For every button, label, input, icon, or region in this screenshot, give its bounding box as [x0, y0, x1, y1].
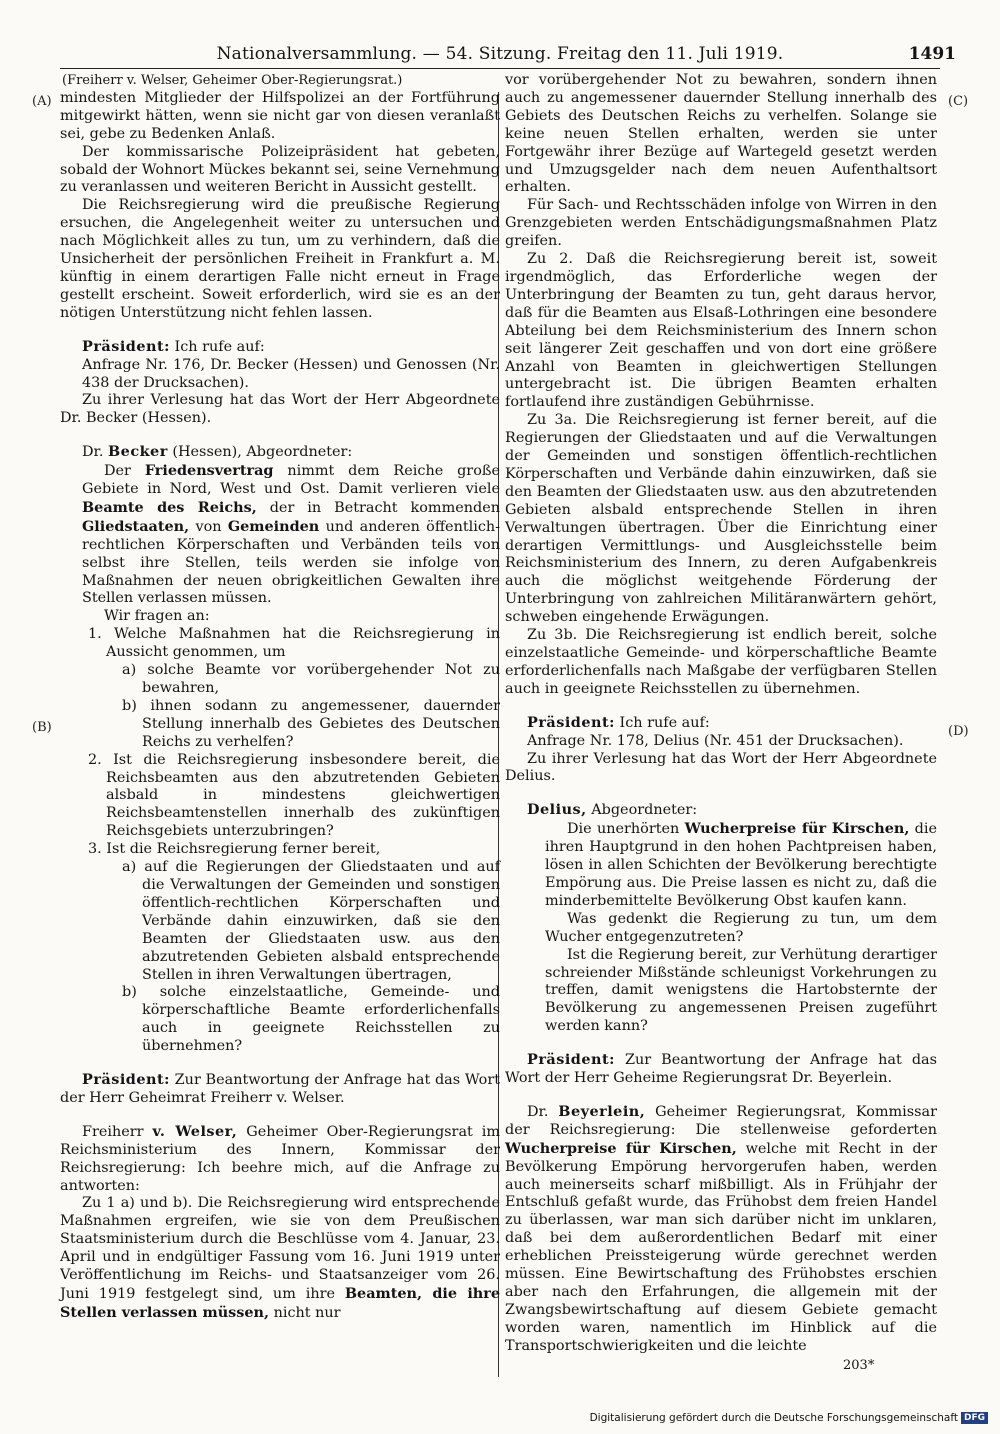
paragraph — [60, 462, 500, 608]
left-column — [60, 72, 500, 1323]
speech-text: Geheimer Ober-Regierungsrat im Reichsministerium des Innern, Kommissar der Reichsregierung: Ich beehre mich, auf die Anfrage zu antworten: — [60, 1123, 501, 1194]
text: die ihren Hauptgrund in den hohen Pachtpreisen haben, lösen in allen Schichten der Bevölkerung berechtigte Empörung aus. Die Preise lassen es nicht zu, daß die minderbemittelte Bevölkerung Obst kaufen kann. — [545, 821, 938, 909]
speaker-name: Delius, — [527, 801, 587, 819]
emphasis: Gemeinden — [227, 517, 320, 535]
speech-text: Geheimer Regierungsrat, Kommissar der Reichsregierung: Die stellenweise geforderten — [505, 1103, 937, 1138]
question-subitem: a) auf die Regierungen der Gliedstaaten und auf die Verwaltungen der Gemeinden und sonstigen öffentlich-rechtlichen Körperschaften und Verbände dahin einzuwirken, daß sie den Beamten der Gliedstaaten usw. aus den abzutretenden Gebieten alsbald entsprechende Stellen in ihren Verwaltungen übertragen, — [122, 859, 500, 983]
margin-marker-b: (B) — [32, 720, 52, 735]
speaker-name: Becker — [108, 443, 168, 461]
speaker-name: Präsident: — [82, 1071, 170, 1089]
digitization-credit — [590, 1412, 988, 1424]
speaker-name: Beyerlein, — [558, 1102, 646, 1120]
speech-text: Zur Beantwortung der Anfrage hat das Wort der Herr Geheimrat Freiherr v. Welser. — [60, 1072, 501, 1106]
page-number: 1491 — [908, 44, 956, 64]
question-item: 3. Ist die Reichsregierung ferner bereit, — [88, 841, 381, 858]
speech-text: welche mit Recht in der Bevölkerung Empörung hervorgerufen haben, werden auch meinerseits scharf mißbilligt. Als in Frühjahr der Entschluß gefaßt wurde, das Frühobst dem freien Handel zu überlassen, war man sich darüber nicht im unklaren, daß bei dem außerordentlichen Bedarf mit einer erheblichen Preissteigerung würde gerechnet werden müssen. Eine Bewirtschaftung des Frühobstes erschien aber nach den Erfahrungen, die allgemein mit der Zwangsbewirtschaftung auf diesem Gebiete gemacht worden waren, namentlich im Hinblick auf die Transportschwierigkeiten und die leichte — [505, 1140, 938, 1354]
margin-marker-d: (D) — [948, 724, 969, 739]
text: Die unerhörten — [567, 821, 680, 838]
paragraph: Ist die Regierung bereit, zur Verhütung derartiger schreiender Mißstände schleunigst Vorkehrungen zu treffen, damit wenigstens die Hartobsternte der Bevölkerung zu angemessenen Preisen zugeführt werden kann? — [545, 946, 937, 1035]
speaker-name: Präsident: — [527, 1051, 615, 1069]
question-item: 1. Welche Maßnahmen hat die Reichsregierung in Aussicht genommen, um — [88, 626, 500, 661]
margin-marker-a: (A) — [32, 94, 52, 109]
paragraph: Zu 2. Daß die Reichsregierung bereit ist, soweit irgendmöglich, das Erforderliche wegen der Unterbringung der Beamten zu tun, geht daraus hervor, daß für die Beamten aus Elsaß-Lothringen eine besondere Abteilung bei dem Reichsministerium des Innern schon seit längerer Zeit geschaffen und von dort eine größere Anzahl von Beamten in gleichwertigen Stellungen untergebracht ist. Die übrigen Beamten erhalten fortlaufend ihre zuständigen Gebührnisse. — [505, 251, 937, 411]
sheet-signature: 203* — [843, 1358, 875, 1373]
paragraph: Wir fragen an: — [104, 608, 210, 625]
text: nimmt dem Reiche große Gebiete in Nord, West und Ost. Damit verlieren viele — [82, 463, 500, 498]
paragraph: Zu 3b. Die Reichsregierung ist endlich bereit, solche einzelstaatliche Gemeinde- und körperschaftliche Beamte erforderlichenfalls nach Maßgabe der verfügbaren Stellen auch in geeignete Reichsstellen zu übernehmen. — [505, 627, 937, 697]
speech-text: Ich rufe auf: — [174, 338, 265, 355]
title-prefix: Dr. — [527, 1103, 549, 1120]
speaker-name: v. Welser, — [152, 1122, 238, 1140]
paragraph: Zu 3a. Die Reichsregierung ist ferner bereit, auf die Regierungen der Gliedstaaten und auf die Verwaltungen der Gemeinden und sonstigen öffentlich-rechtlichen Körperschaften und Verbände dahin einzuwirken, daß sie den Beamten der Gliedstaaten usw. aus den abzutretenden Gebieten alsbald entsprechende Stellen in ihren Verwaltungen übertragen. Über die Einrichtung einer derartigen Vermittlungs- und Ausgleichsstelle beim Reichsministerium des Innern, zu deren Aufgabenkreis auch die möglichst weitgehende Förderung der Unterbringung von zahlreichen Militäranwärtern gehört, schweben eingehende Erwägungen. — [505, 412, 937, 626]
question-subitem: a) solche Beamte vor vorübergehender Not zu bewahren, — [122, 662, 500, 696]
right-column — [505, 72, 937, 1356]
text: Der — [104, 463, 131, 480]
interpellation-ref: Anfrage Nr. 178, Delius (Nr. 451 der Drucksachen). — [527, 732, 904, 749]
paragraph: Zu ihrer Verlesung hat das Wort der Herr Abgeordnete Dr. Becker (Hessen). — [60, 392, 500, 427]
text: und anderen öffentlich-rechtlichen Körperschaften und Verbänden teils von selbst ihre Stellen, teils werden sie infolge von Maßnahmen der neuen obrigkeitlichen Gewalten ihre Stellen verlassen müssen. — [82, 518, 501, 607]
emphasis: Wucherpreise für Kirschen, — [684, 820, 910, 838]
paragraph — [505, 820, 937, 911]
president-call — [60, 1071, 500, 1108]
emphasis: Beamte des Reichs, — [82, 498, 257, 516]
running-title: Nationalversammlung. — 54. Sitzung. Freitag den 11. Juli 1919. — [216, 44, 784, 64]
emphasis: Beamten, die ihre Stellen verlassen müssen, — [60, 1285, 500, 1321]
speaker-intro — [505, 1103, 937, 1356]
president-call — [60, 338, 500, 357]
title-prefix: Dr. — [82, 444, 104, 461]
credit-text: Digitalisierung gefördert durch die Deutsche Forschungsgemeinschaft — [589, 1412, 958, 1424]
text: von — [195, 518, 222, 535]
margin-marker-c: (C) — [948, 94, 969, 109]
interpellation-ref: Anfrage Nr. 176, Dr. Becker (Hessen) und Genossen (Nr. 438 der Drucksachen). — [82, 356, 500, 391]
speaker-continuation: (Freiherr v. Welser, Geheimer Ober-Regierungsrat.) — [62, 73, 403, 88]
speaker-role: (Hessen), Abgeordneter: — [172, 444, 353, 461]
paragraph: Für Sach- und Rechtsschäden infolge von Wirren in den Grenzgebieten werden Entschädigungsmaßnahmen Platz greifen. — [505, 197, 937, 250]
paragraph: Was gedenkt die Regierung zu tun, um dem Wucher entgegenzutreten? — [545, 910, 937, 945]
president-call — [505, 1051, 937, 1088]
speaker-intro — [60, 1123, 500, 1196]
question-subitem: b) solche einzelstaatliche, Gemeinde- und körperschaftliche Beamte erforderlichenfalls auch in geeignete Reichsstellen zu übernehmen? — [122, 984, 500, 1055]
emphasis: Friedensvertrag — [144, 462, 274, 480]
page-header — [60, 44, 956, 69]
speaker-intro — [505, 801, 937, 820]
paragraph: Zu ihrer Verlesung hat das Wort der Herr Abgeordnete Delius. — [505, 750, 937, 785]
paragraph: Der kommissarische Polizeipräsident hat gebeten, sobald der Wohnort Mückes bekannt sei, seine Vernehmung zu veranlassen und weiteren Bericht in Aussicht gestellt. — [60, 143, 500, 196]
paragraph: vor vorübergehender Not zu bewahren, sondern ihnen auch zu angemessener dauernder Stellung innerhalb des Gebiets des Deutschen Reichs zu verhelfen. Solange sie keine neuen Stellen erhalten, werden sie unter Fortgewähr ihrer Bezüge auf Wartegeld gesetzt werden und Umzugsgelder nach dem neuen Aufenthaltsort erhalten. — [505, 72, 937, 196]
speaker-role: Abgeordneter: — [591, 802, 698, 819]
text: nicht nur — [273, 1304, 341, 1321]
paragraph: mindesten Mitglieder der Hilfspolizei an der Fortführung mitgewirkt hätten, wenn sie nicht gar von diesen veranlaßt sei, gebe zu Bedenken Anlaß. — [60, 89, 500, 142]
question-item: 2. Ist die Reichsregierung insbesondere bereit, die Reichsbeamten aus den abzutretenden Gebieten alsbald in mindestens gleichwertigen Reichsbeamtenstellen innerhalb des zukünftigen Reichsgebiets unterzubringen? — [88, 751, 500, 840]
question-subitem: b) ihnen sodann zu angemessener, dauernder Stellung innerhalb des Gebietes des Deutschen Reichs zu verhelfen? — [122, 697, 500, 750]
speaker-name: Präsident: — [527, 713, 615, 731]
emphasis: Wucherpreise für Kirschen, — [505, 1139, 737, 1157]
paragraph — [60, 1195, 500, 1322]
speech-text: Ich rufe auf: — [619, 714, 710, 731]
text: der in Betracht kommenden — [269, 499, 501, 516]
paragraph: Die Reichsregierung wird die preußische Regierung ersuchen, die Angelegenheit weiter zu untersuchen und nach Möglichkeit alles zu tun, um zu verhindern, daß die Unsicherheit der persönlichen Freiheit in Frankfurt a. M. künftig in einem derartigen Falle nicht erneut in Frage gestellt erscheint. Soweit erforderlich, wird sie es an der nötigen Unterstützung nicht fehlen lassen. — [60, 197, 500, 321]
president-call — [505, 714, 937, 733]
dfg-logo-icon: DFG — [961, 1412, 988, 1424]
text: Zu 1 a) und b). Die Reichsregierung wird entsprechende Maßnahmen ergreifen, wie sie von dem Preußischen Staatsministerium durch die Beschlüsse vom 4. Januar, 23. April und in endgültiger Fassung vom 16. Juni 1919 unter Veröffentlichung im Reichs- und Staatsanzeiger vom 26. Juni 1919 festgelegt sind, um ihre — [60, 1195, 500, 1302]
emphasis: Gliedstaaten, — [82, 517, 190, 535]
speaker-name: Präsident: — [82, 337, 170, 355]
text: Freiherr — [82, 1123, 144, 1140]
speech-text: Zur Beantwortung der Anfrage hat das Wort der Herr Geheime Regierungsrat Dr. Beyerlein. — [505, 1052, 937, 1087]
speaker-intro — [60, 443, 500, 462]
